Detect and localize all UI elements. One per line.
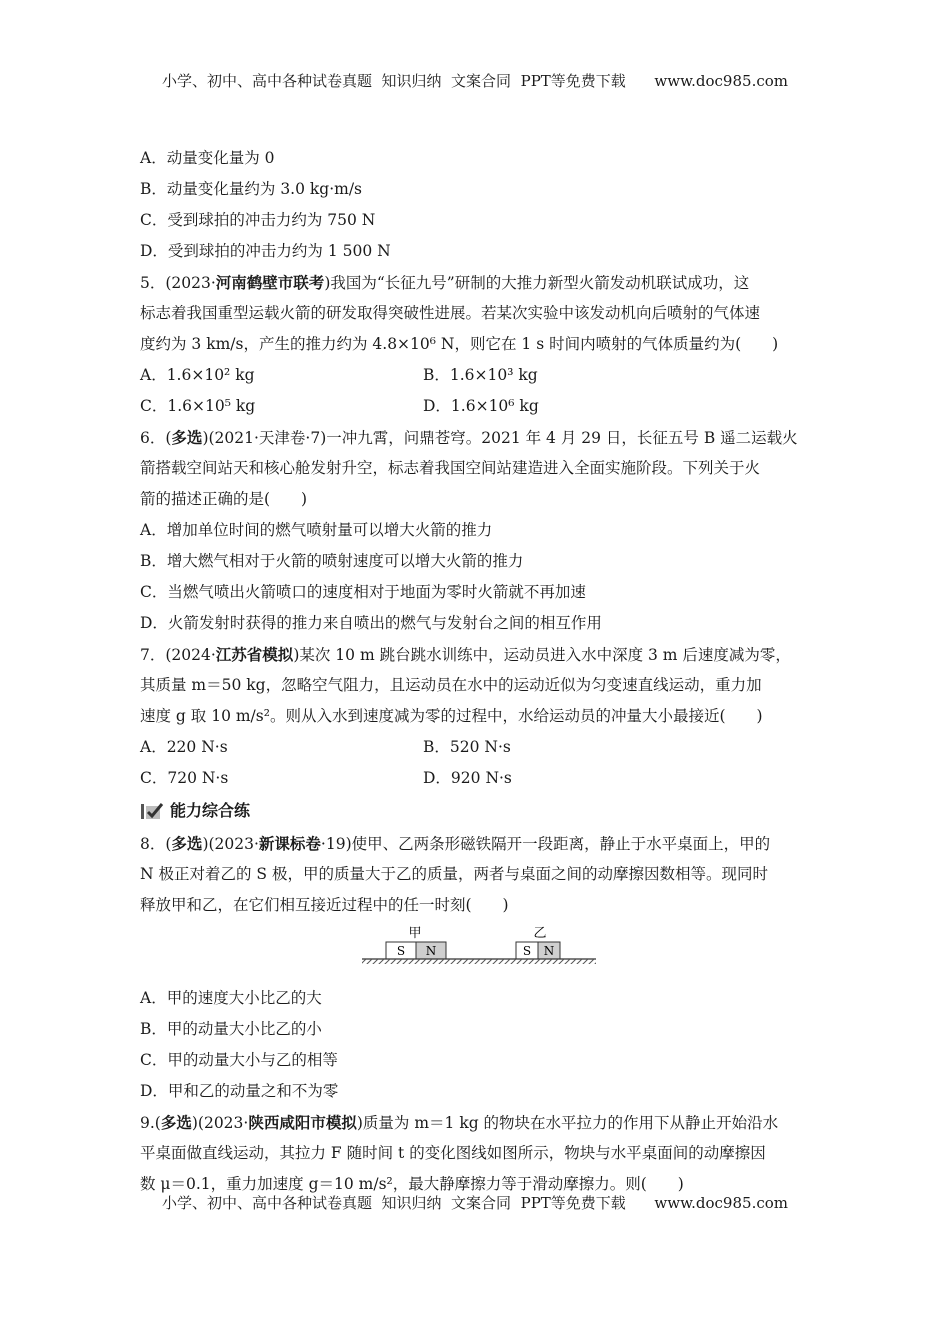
q5-number: 5．( [140, 274, 172, 292]
page-content [140, 143, 810, 1200]
label-jia: 甲 [408, 926, 422, 941]
page-header: 小学、初中、高中各种试卷真题 知识归纳 文案合同 PPT等免费下载 www.doc985.com [161, 72, 788, 90]
q5-option-c: C．1.6×10⁵ kg [140, 397, 256, 415]
q6-line-2: 箭搭载空间站天和核心舱发射升空，标志着我国空间站建造进入全面实施阶段。下列关于火 [140, 459, 761, 477]
q5-source: 河南鹤壁市联考 [215, 273, 325, 292]
q9-multi-tag: 多选 [160, 1113, 192, 1132]
q7-line-3: 速度 g 取 10 m/s²。则从入水到速度减为零的过程中，水给运动员的冲量大小最接近( ) [140, 707, 763, 725]
q4-option-c: C．受到球拍的冲击力约为 750 N [140, 211, 376, 229]
q5-option-b: B．1.6×10³ kg [423, 366, 538, 384]
q6-text-1: 一冲九霄，问鼎苍穹。2021 年 4 月 29 日，长征五号 B 遥二运载火 [326, 429, 798, 447]
q7-option-a: A．220 N·s [140, 738, 228, 756]
q8-text-1: 使甲、乙两条形磁铁隔开一段距离，静止于水平桌面上，甲的 [351, 835, 771, 853]
q8-line-3: 释放甲和乙，在它们相互接近过程中的任一时刻( ) [140, 896, 509, 914]
q6-multi-tag: 多选 [171, 428, 203, 447]
q6-option-a: A．增加单位时间的燃气喷射量可以增大火箭的推力 [140, 521, 493, 539]
q8-source-close: ·19) [320, 835, 352, 853]
q6-option-c: C．当燃气喷出火箭喷口的速度相对于地面为零时火箭就不再加速 [140, 583, 586, 601]
section-heading [140, 794, 810, 828]
q8-option-a: A．甲的速度大小比乙的大 [140, 989, 322, 1007]
q7-options-row-2 [140, 763, 810, 794]
magnet-yi-n-label: N [543, 944, 555, 958]
magnet-jia-s-label: S [396, 944, 406, 958]
q8-source: 新课标卷 [258, 834, 321, 853]
q8-option-d: D．甲和乙的动量之和不为零 [140, 1082, 339, 1100]
q6-number: 6．( [140, 429, 172, 447]
q6-option-d: D．火箭发射时获得的推力来自喷出的燃气与发射台之间的相互作用 [140, 614, 602, 632]
q5-line-2: 标志着我国重型运载火箭的研发取得突破性进展。若某次实验中该发动机向后喷射的气体速 [140, 304, 761, 322]
magnet-yi-s-label: S [522, 944, 532, 958]
q9-line-2: 平桌面做直线运动，其拉力 F 随时间 t 的变化图线如图所示，物块与水平桌面间的动摩擦因 [140, 1144, 766, 1162]
q7-line-2: 其质量 m＝50 kg，忽略空气阻力，且运动员在水中的运动近似为匀变速直线运动，重力加 [140, 676, 762, 694]
q6-line-3: 箭的描述正确的是( ) [140, 490, 308, 508]
checkmark-icon [140, 802, 164, 820]
q7-option-b: B．520 N·s [423, 738, 511, 756]
q8-number: 8．( [140, 835, 172, 853]
q5-text-1: 我国为“长征九号”研制的大推力新型火箭发动机联试成功，这 [330, 274, 750, 292]
q4-option-b: B．动量变化量约为 3.0 kg·m/s [140, 180, 363, 198]
q9-number: 9.( [140, 1114, 161, 1132]
q8-option-c: C．甲的动量大小与乙的相等 [140, 1051, 338, 1069]
q8-line-1 [140, 828, 810, 859]
q4-option-d: D．受到球拍的冲击力约为 1 500 N [140, 242, 391, 260]
q6-line-1 [140, 422, 810, 453]
q7-year: 2024· [171, 646, 216, 664]
magnets-figure [140, 921, 810, 983]
q8-option-b: B．甲的动量大小比乙的小 [140, 1020, 322, 1038]
label-yi: 乙 [533, 926, 547, 941]
page-footer: 小学、初中、高中各种试卷真题 知识归纳 文案合同 PPT等免费下载 www.doc985.com [161, 1194, 788, 1212]
q5-option-d: D．1.6×10⁶ kg [423, 397, 539, 415]
q5-source-close: ) [324, 274, 331, 292]
q9-line-1 [140, 1107, 810, 1138]
q7-text-1: 某次 10 m 跳台跳水训练中，运动员进入水中深度 3 m 后速度减为零， [299, 646, 791, 664]
q8-line-2: N 极正对着乙的 S 极，甲的质量大于乙的质量，两者与桌面之间的动摩擦因数相等。现同时 [140, 865, 768, 883]
q7-option-c: C．720 N·s [140, 769, 229, 787]
q5-option-a: A．1.6×10² kg [140, 366, 255, 384]
q9-line-3: 数 μ＝0.1，重力加速度 g＝10 m/s²，最大静摩擦力等于滑动摩擦力。则( ) [140, 1175, 684, 1193]
q7-line-1 [140, 639, 810, 670]
magnet-jia-n-label: N [425, 944, 437, 958]
q5-line-3: 度约为 3 km/s，产生的推力约为 4.8×10⁶ N，则它在 1 s 时间内喷射的气体质量约为( ) [140, 335, 779, 353]
q9-source: 陕西咸阳市模拟 [248, 1113, 357, 1132]
q5-year: 2023· [171, 274, 216, 292]
q9-year: )(2023· [191, 1114, 249, 1132]
q8-year: )(2023· [202, 835, 259, 853]
table-hatching [362, 959, 596, 964]
q9-text-1: 质量为 m＝1 kg 的物块在水平拉力的作用下从静止开始沿水 [362, 1114, 779, 1132]
section-title: 能力综合练 [170, 801, 251, 820]
magnets-diagram [360, 923, 600, 981]
q5-options-row-2 [140, 391, 810, 422]
q7-source: 江苏省模拟 [215, 645, 294, 664]
q7-number: 7．( [140, 646, 172, 664]
q7-options-row-1 [140, 732, 810, 763]
q6-source: )(2021·天津卷·7) [202, 429, 327, 447]
q9-source-close: ) [356, 1114, 363, 1132]
q8-multi-tag: 多选 [171, 834, 203, 853]
q4-option-a: A．动量变化量为 0 [140, 149, 275, 167]
q5-line-1 [140, 267, 810, 298]
q5-options-row-1 [140, 360, 810, 391]
q6-option-b: B．增大燃气相对于火箭的喷射速度可以增大火箭的推力 [140, 552, 524, 570]
q7-source-close: ) [293, 646, 300, 664]
q7-option-d: D．920 N·s [423, 769, 512, 787]
